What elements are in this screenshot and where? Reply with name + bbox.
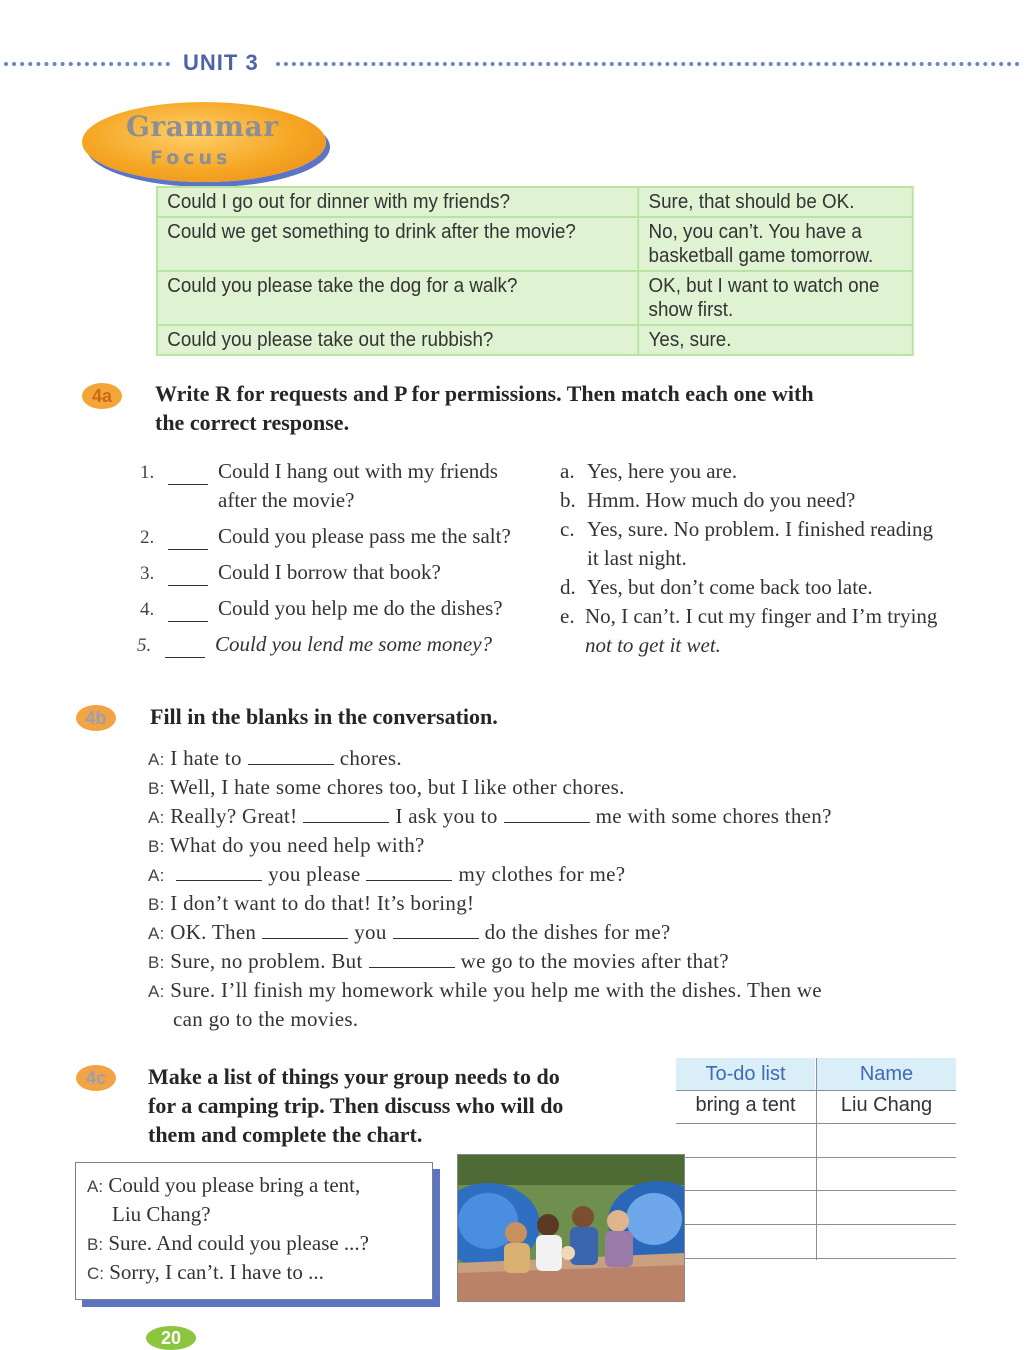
conversation-text: What do you need help with? [169,833,425,857]
conversation-text: chores. [339,746,402,770]
dialogue-line [87,1258,324,1288]
conversation-text: Sure, no problem. But [170,949,363,973]
question-number: 1. [140,462,155,483]
speaker-label: A: [148,924,165,943]
conversation-line [148,744,402,774]
dialogue-line [87,1171,360,1201]
chart-cell[interactable]: bring a tent [695,1094,796,1116]
page-number: 20 [146,1326,196,1350]
grammar-table [156,186,914,356]
chart-divider [676,1123,956,1124]
speaker-label: A: [148,866,165,885]
fill-blank[interactable] [369,949,455,968]
example-dialogue-box [75,1162,433,1300]
exercise-4c-badge: 4c [76,1065,116,1091]
conversation-line [148,918,671,948]
conversation-line [173,1005,358,1034]
conversation-text: Well, I hate some chores too, but I like other chores. [169,775,625,799]
conversation-text: Really? Great! [170,804,298,828]
answer-blank[interactable] [168,549,208,550]
grammar-focus-subtitle: Focus [150,147,232,169]
chart-divider [676,1090,956,1091]
grammar-answer: Sure, that should be OK. [638,187,912,217]
answer-blank[interactable] [165,657,205,658]
fill-blank[interactable] [393,920,479,939]
speaker-label: B: [87,1235,104,1254]
dialogue-text: Sorry, I can’t. I have to ... [109,1260,324,1284]
response-letter: b. [560,488,576,512]
response-line: No, I can’t. I cut my finger and I’m trying [585,604,938,628]
chart-divider [816,1058,817,1260]
question-text: Could I borrow that book? [218,560,441,584]
response-text: Yes, but don’t come back too late. [587,575,873,599]
chart-divider [683,1224,956,1225]
grammar-question: Could I go out for dinner with my friends? [157,187,638,217]
table-row [157,187,913,217]
conversation-text: can go to the movies. [173,1007,359,1031]
question-text [218,457,498,515]
question-number: 4. [140,599,155,620]
speaker-label: C: [87,1264,104,1283]
chart-divider [683,1157,956,1158]
conversation-line [148,860,625,890]
conversation-text: Sure. I’ll finish my homework while you help me with the dishes. Then we [170,978,822,1002]
exercise-4b-instruction: Fill in the blanks in the conversation. [150,704,498,729]
question-text: Could you please pass me the salt? [218,524,511,548]
speaker-label: A: [148,750,165,769]
response-letter: c. [560,517,575,541]
dialogue-text: Liu Chang? [112,1202,211,1226]
answer-blank[interactable] [168,585,208,586]
exercise-4c-instruction [148,1062,563,1149]
speaker-label: B: [148,779,165,798]
dialogue-line [87,1229,369,1259]
response-text [587,515,933,573]
chart-divider [683,1190,956,1191]
dialogue-line [112,1200,211,1229]
conversation-line [148,889,474,919]
conversation-text: my clothes for me? [458,862,626,886]
camping-photo-art [458,1155,684,1301]
question-number: 3. [140,563,155,584]
grammar-answer: No, you can’t. You have a basketball game tomorrow. [638,217,912,271]
conversation-text: we go to the movies after that? [460,949,729,973]
grammar-question: Could we get something to drink after the movie? [157,217,638,271]
speaker-label: B: [148,953,165,972]
speaker-label: A: [148,808,165,827]
answer-blank[interactable] [168,621,208,622]
dialogue-text: Could you please bring a tent, [108,1173,361,1197]
unit-title: UNIT 3 [183,50,259,75]
speaker-label: A: [87,1177,104,1196]
conversation-text: OK. Then [170,920,257,944]
response-text: Hmm. How much do you need? [587,488,856,512]
exercise-4b-badge: 4b [76,705,116,731]
response-letter: a. [560,459,575,483]
chart-header-name: Name [817,1058,956,1090]
table-row [157,217,913,271]
grammar-focus-title: Grammar [126,110,279,143]
conversation-line [148,802,832,832]
exercise-4a-instruction [155,379,814,437]
conversation-line [148,831,425,861]
response-line: Yes, sure. No problem. I finished reading [587,517,934,541]
question-line: Could I hang out with my friends [218,459,498,483]
conversation-line [148,976,822,1006]
conversation-text: you please [268,862,361,886]
exercise-4a-badge: 4a [82,383,122,409]
conversation-text: I ask you to [395,804,498,828]
response-letter: e. [560,604,575,628]
fill-blank[interactable] [262,920,348,939]
conversation-text: you [354,920,387,944]
response-line: not to get it wet. [585,633,721,657]
table-row [157,271,913,325]
speaker-label: B: [148,895,165,914]
chart-header-todo: To-do list [676,1058,815,1090]
conversation-text: I hate to [170,746,242,770]
conversation-text: do the dishes for me? [484,920,671,944]
instruction-line: the correct response. [155,410,350,435]
conversation-text: I don’t want to do that! It’s boring! [170,891,475,915]
table-row [157,325,913,355]
instruction-line: for a camping trip. Then discuss who will do [148,1093,564,1118]
question-line: after the movie? [218,488,355,512]
instruction-line: them and complete the chart. [148,1122,423,1147]
conversation-text: me with some chores then? [595,804,832,828]
question-number: 2. [140,527,155,548]
response-text [585,602,937,660]
chart-cell[interactable]: Liu Chang [840,1094,933,1116]
grammar-answer: OK, but I want to watch one show first. [638,271,912,325]
question-text: Could you lend me some money? [215,632,493,656]
question-text: Could you help me do the dishes? [218,596,503,620]
fill-blank[interactable] [248,746,334,765]
question-number: 5. [137,635,152,656]
chart-divider [683,1258,956,1259]
fill-blank[interactable] [176,862,262,881]
fill-blank[interactable] [366,862,452,881]
fill-blank[interactable] [303,804,389,823]
response-text: Yes, here you are. [587,459,738,483]
fill-blank[interactable] [504,804,590,823]
speaker-label: B: [148,837,165,856]
header-dots-left [4,62,170,66]
camping-photo [457,1154,685,1302]
instruction-line: Make a list of things your group needs to do [148,1064,560,1089]
response-line: it last night. [587,546,687,570]
speaker-label: A: [148,982,165,1001]
conversation-line [148,947,729,977]
grammar-answer: Yes, sure. [638,325,912,355]
instruction-line: Write R for requests and P for permissions. Then match each one with [155,381,814,406]
conversation-line [148,773,625,803]
grammar-question: Could you please take out the rubbish? [157,325,638,355]
header-dots-right [276,62,1020,66]
dialogue-text: Sure. And could you please ...? [108,1231,370,1255]
response-letter: d. [560,575,576,599]
grammar-question: Could you please take the dog for a walk? [157,271,638,325]
answer-blank[interactable] [168,484,208,485]
